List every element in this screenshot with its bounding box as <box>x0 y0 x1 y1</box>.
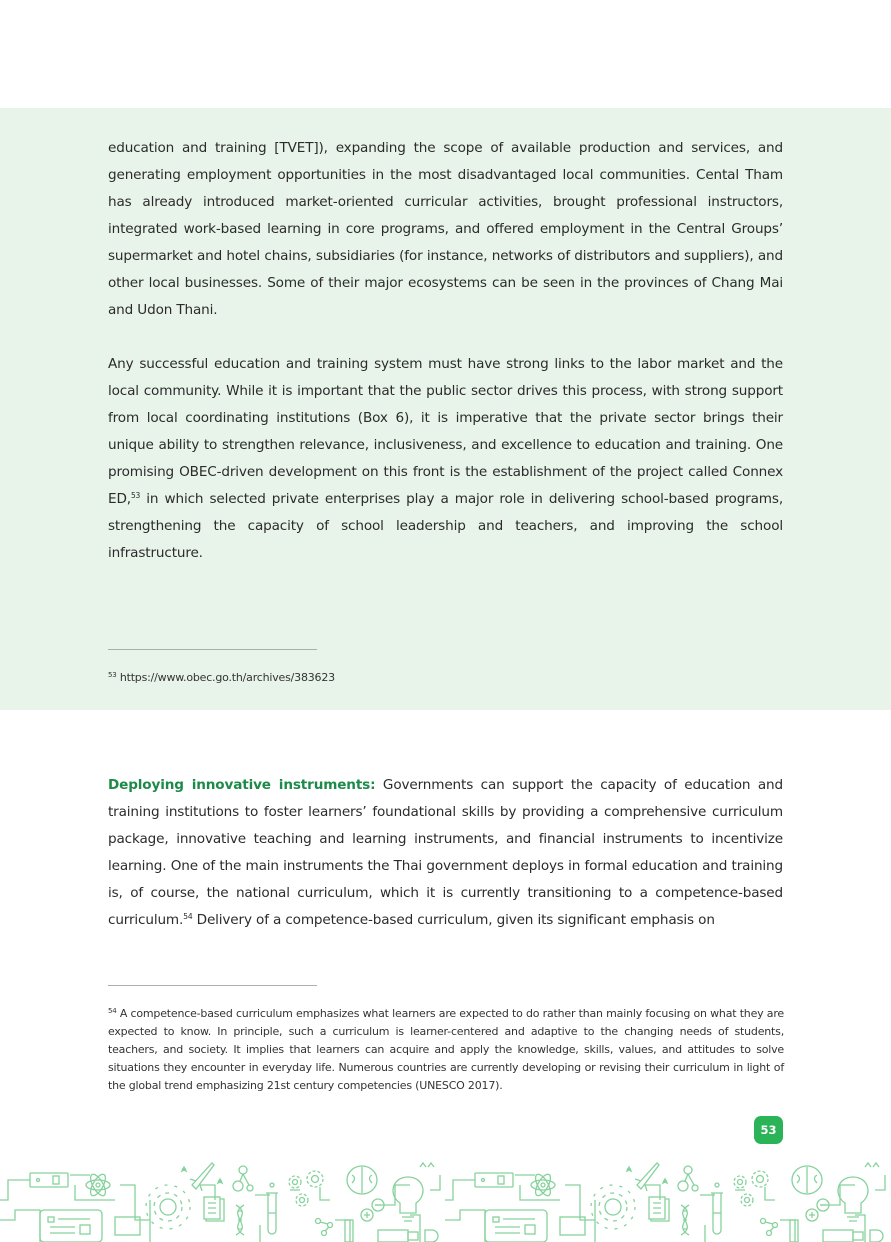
page-number-badge: 53 <box>754 1116 783 1144</box>
footnote-divider <box>108 985 317 986</box>
footnote-divider <box>108 649 317 650</box>
science-icons-decoration <box>0 1155 891 1242</box>
footnote-text: A competence-based curriculum emphasizes what learners are expected to do rather than mainly focusing on what they are expected to know. In principle, such a curriculum is learner-centered and adaptive to the changing needs of students, teachers, and society. It implies that learners can acquire and apply the knowledge, skills, values, and attitudes to solve situations they encounter in everyday life. Numerous countries are currently developing or revising their curriculum in light of the global trend emphasizing 21st century competencies (UNESCO 2017). <box>108 1007 784 1092</box>
section-lead-heading: Deploying innovative instruments: <box>108 777 376 793</box>
decoration-pattern-tile <box>0 1163 440 1242</box>
footnote-number: 54 <box>108 1007 117 1015</box>
paragraph-text: in which selected private enterprises play a major role in delivering school-based programs, strengthening the capacity of school leadership and teachers, and improving the school infrastructure. <box>108 491 783 561</box>
footnote-ref-54[interactable]: 54 <box>183 912 193 921</box>
paragraph-text: Delivery of a competence-based curriculum, given its significant emphasis on <box>192 912 715 928</box>
footnote-54 <box>108 1005 784 1095</box>
footnote-number: 53 <box>108 671 117 679</box>
paragraph-text: Any successful education and training system must have strong links to the labor market and the local community. While it is important that the public sector drives this process, with strong support from local coordinating institutions (Box 6), it is imperative that the private sector brings their unique ability to strengthen relevance, inclusiveness, and excellence to education and training. One promising OBEC-driven development on this front is the establishment of the project called Connex ED, <box>108 356 783 507</box>
box-paragraph-2 <box>108 351 783 567</box>
footnote-ref-53[interactable]: 53 <box>130 491 141 500</box>
footnote-link[interactable]: https://www.obec.go.th/archives/383623 <box>119 671 335 684</box>
main-paragraph <box>108 772 783 934</box>
footnote-53 <box>108 669 784 687</box>
box-paragraph-1: education and training [TVET]), expanding the scope of available production and services, and generating employment opportunities in the most disadvantaged local communities. Cental Tham has already introduced market-oriented curricular activities, brought professional instructors, integrated work-based learning in core programs, and offered employment in the Central Groups’ supermarket and hotel chains, subsidiaries (for instance, networks of distributors and suppliers), and other local businesses. Some of their major ecosystems can be seen in the provinces of Chang Mai and Udon Thani. <box>108 140 783 318</box>
paragraph-text: Governments can support the capacity of education and training institutions to foster learners’ foundational skills by providing a comprehensive curriculum package, innovative teaching and learning instruments, and financial instruments to incentivize learning. One of the main instruments the Thai government deploys in formal education and training is, of course, the national curriculum, which it is currently transitioning to a competence-based curriculum. <box>108 777 783 928</box>
